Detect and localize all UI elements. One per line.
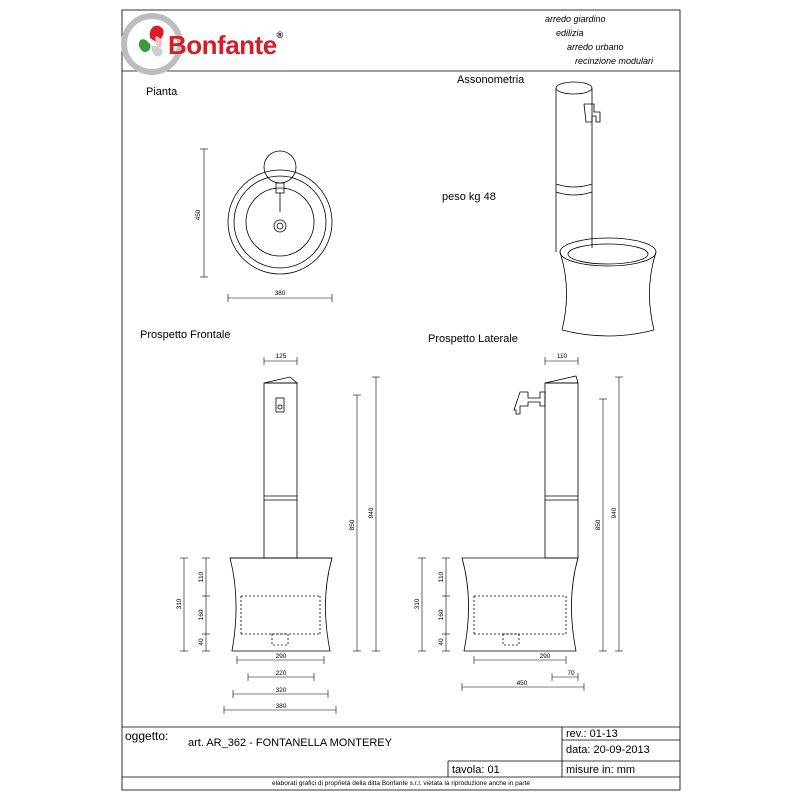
oggetto-label: oggetto: xyxy=(125,729,169,743)
dim-side-290: 290 xyxy=(539,653,551,660)
dim-side-40: 40 xyxy=(438,638,445,646)
view-label-pianta: Pianta xyxy=(146,86,178,98)
view-label-assonometria: Assonometria xyxy=(457,74,525,86)
dim-front-220: 220 xyxy=(275,670,287,677)
side-dimension-lines xyxy=(418,357,623,691)
dim-side-310: 310 xyxy=(414,598,421,610)
front-elevation xyxy=(230,377,332,651)
dim-front-380: 380 xyxy=(275,703,287,710)
dim-front-940: 940 xyxy=(368,507,375,519)
tagline-2: edilizia xyxy=(556,28,584,38)
tavola: tavola: 01 xyxy=(452,764,500,776)
sheet-frame xyxy=(122,10,680,790)
view-label-laterale: Prospetto Laterale xyxy=(428,333,518,345)
date: data: 20-09-2013 xyxy=(566,744,650,756)
revision: rev.: 01-13 xyxy=(566,728,618,740)
tagline-1: arredo giardino xyxy=(545,14,606,24)
front-dimension-lines xyxy=(180,357,380,714)
copyright-note: elaborati grafici di proprietà della ditta Bonfante s.r.l. vietata la riproduzione anche in parte xyxy=(272,780,530,787)
dim-side-top: 110 xyxy=(556,353,568,360)
dim-side-850: 850 xyxy=(595,519,602,531)
dim-plan-depth: 450 xyxy=(195,209,202,221)
side-elevation xyxy=(462,376,578,651)
dim-front-310: 310 xyxy=(176,598,183,610)
registered-mark: ® xyxy=(276,30,283,40)
brand-name: Bonfante xyxy=(168,30,277,60)
dim-front-160: 160 xyxy=(198,609,205,621)
dim-front-320: 320 xyxy=(275,687,287,694)
oggetto-value: art. AR_362 - FONTANELLA MONTEREY xyxy=(188,737,392,749)
tagline-3: arredo urbano xyxy=(567,42,624,52)
dim-front-850: 850 xyxy=(349,519,356,531)
dimension-labels xyxy=(176,209,618,710)
isometric-view xyxy=(556,82,656,336)
dim-front-40: 40 xyxy=(198,638,205,646)
measure-units: misure in: mm xyxy=(566,764,636,776)
view-label-frontale: Prospetto Frontale xyxy=(140,329,231,341)
dim-side-160: 160 xyxy=(438,609,445,621)
weight-label: peso kg 48 xyxy=(442,191,496,203)
dim-front-290: 290 xyxy=(275,653,287,660)
dim-side-940: 940 xyxy=(611,507,618,519)
dim-side-110: 110 xyxy=(438,571,445,583)
tagline-4: recinzione modulari xyxy=(575,56,654,66)
dim-side-450: 450 xyxy=(516,680,528,687)
dim-front-110: 110 xyxy=(198,571,205,583)
dim-plan-width: 380 xyxy=(274,290,286,297)
dim-side-70: 70 xyxy=(567,670,575,677)
plan-view xyxy=(228,151,332,274)
dim-front-top: 125 xyxy=(275,353,287,360)
brand-wordmark xyxy=(168,30,283,61)
